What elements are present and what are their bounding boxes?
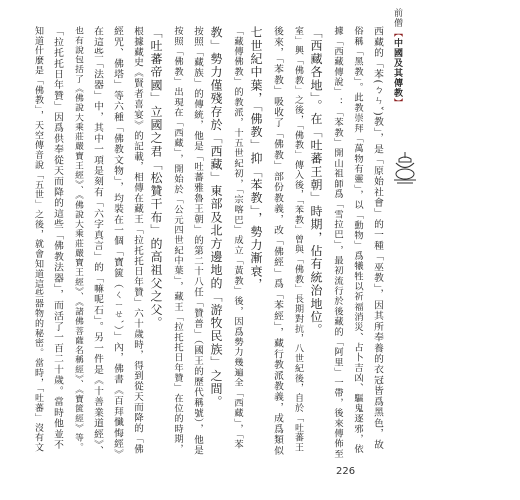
text-column-14: 經咒、佛塔」等六種「佛教文物」，均裝在一個「寶篋（ㄑㄧㄝˋ）」內，佛書《百拜懺悔經》 — [112, 26, 123, 460]
text-column-11: 按照「佛教」出現在「西藏」，開始於「公元四世紀中葉」，藏王「拉托托日年贊」在位的時期， — [172, 26, 183, 455]
text-column-1: 西藏的「苯(ㄅㄣˇ)教」，是「原始社會」的一種「巫教」，因其所奉養的衣冠皆爲黑色，故 — [372, 26, 383, 450]
header-bracket-open: 【 — [392, 28, 402, 38]
text-column-18: 知道什麼是「佛教」，天空傳音說「五世」之後，就會知道這些器物的秘密。當時，「吐蕃」沒有文 — [33, 26, 43, 453]
text-column-9: 教」勢力僅殘存於「西藏」東部及北方邊地的「游牧民族」之間。 — [209, 26, 223, 409]
text-column-10: 按照「藏族」的傳統，他是「吐蕃雅魯王朝」的第二十八任「贊普」（國王的歷代稱號），他是 — [192, 26, 203, 456]
text-column-12: 「吐蕃帝國」立國之君「松贊干布」的高祖父之父。 — [149, 26, 163, 330]
text-column-6: 後來，「苯教」吸收了「佛教」部份教義，改「佛經」爲「苯經」，藏行教派教義，成爲類似 — [272, 26, 283, 456]
text-column-3: 據「西藏傳說」：「苯教」開山祖師爲「雪拉巴」，最初流行於後藏的「阿里」一帶，後來傳佈至 — [332, 26, 343, 459]
running-header — [391, 8, 404, 108]
text-column-5: 室」興「佛教」之後，「佛教」傳入後，「苯教」曾與「佛教」長期對抗，八世紀後，自於「吐蕃王 — [293, 26, 303, 453]
text-column-17: 「拉托托日年贊」因爲供奉從天而降的這些「佛教法器」，而活了一百二十歲。當時他並不 — [52, 26, 63, 451]
header-bracket-close: 】 — [392, 98, 402, 108]
text-column-4: 「西藏各地」。在「吐蕃王朝」時期，佔有統治地位。 — [309, 26, 323, 337]
text-column-2: 俗稱「黑教」。此教崇拜「萬物有靈」，以「動物」爲犧牲以祈福消災、占卜吉凶、驅鬼逐邪，依 — [352, 26, 363, 455]
text-column-7: 七世紀中葉，「佛教」抑「苯教」，勢力漸衰， — [249, 26, 263, 292]
text-column-13: 根據藏史《賢者喜宴》的記載，相傳在藏王「拉托托日年贊」六十歲時，得到從天而降的「佛 — [132, 26, 143, 455]
stupa-ornament-icon — [390, 150, 420, 186]
text-column-16: 也有說包括了《佛說大乘莊嚴寶王經》、《佛說大乘莊嚴寶王經》、《諸佛菩薩名稱經》、《寶篋經》等。 — [73, 26, 83, 453]
page-number: 226 — [336, 466, 356, 477]
header-prefix: 前僧 — [392, 8, 402, 28]
header-title: 中國及其傳教 — [392, 38, 402, 98]
text-column-15: 在這些「法器」中，其中一項是刻有「六字真言」的「嘛呢石」。另一件是《十善業道經》、 — [92, 26, 103, 456]
text-column-8: 「藏傳佛教」的教派，十五世紀初，「宗喀巴」成立「黃教」後，因爲勢力幾遍全「西藏」，「苯 — [232, 26, 243, 450]
